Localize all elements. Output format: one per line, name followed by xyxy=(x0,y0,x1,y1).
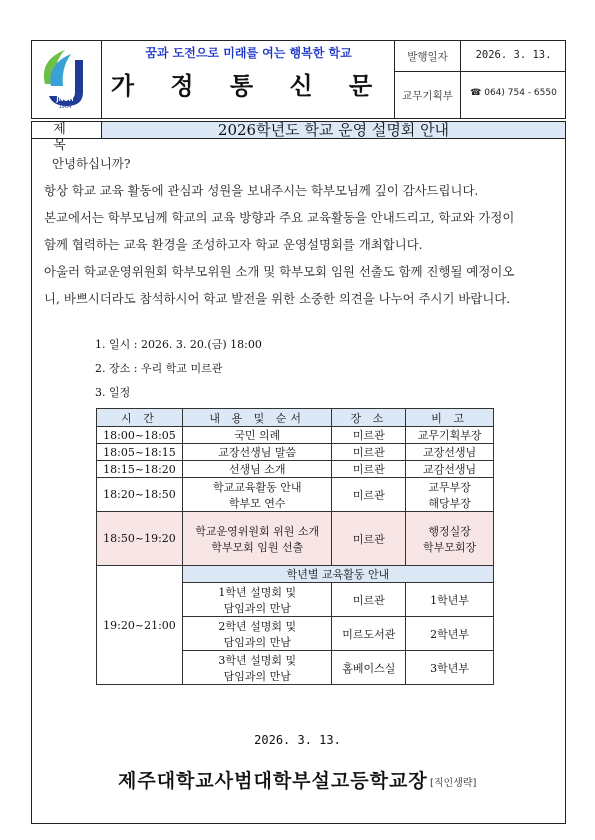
subject-label: 제 목 xyxy=(31,121,102,139)
cell-content: 교장선생님 말씀 xyxy=(182,444,332,461)
cell-place: 미르관 xyxy=(332,444,406,461)
grade-block-subheader: 학년별 교육활동 안내 xyxy=(182,566,493,583)
school-principal-name: 제주대학교사범대학부설고등학교장 xyxy=(118,770,428,792)
cell-place: 미르관 xyxy=(332,427,406,444)
paragraph-3-line-2: 니, 바쁘시더라도 참석하시어 학교 발전을 위한 소중한 의견을 나누어 주시기 바랍니다. xyxy=(44,291,511,306)
cell-place: 미르관 xyxy=(332,583,406,617)
paragraph-2-line-2: 함께 협력하는 교육 환경을 조성하고자 학교 운영설명회를 개최합니다. xyxy=(44,237,423,252)
cell-note: 교감선생님 xyxy=(406,461,494,478)
cell-note-line: 학부모회장 xyxy=(423,540,477,554)
school-slogan: 꿈과 도전으로 미래를 여는 행복한 학교 xyxy=(145,46,352,60)
cell-time: 18:00~18:05 xyxy=(97,427,183,444)
logo-year: 1964 xyxy=(58,104,72,110)
cell-content: 국민 의례 xyxy=(182,427,332,444)
cell-note: 교장선생님 xyxy=(406,444,494,461)
cell-content-line: 학부모 연수 xyxy=(228,496,286,510)
paragraph-2-line-1: 본교에서는 학부모님께 학교의 교육 방향과 주요 교육활동을 안내드리고, 학교와 가정이 xyxy=(44,210,515,225)
cell-content xyxy=(182,651,332,685)
paragraph-3-line-1: 아울러 학교운영위원회 학부모위원 소개 및 학부모회 임원 선출도 함께 진행될 예정이오 xyxy=(44,264,515,279)
greeting: 안녕하십니까? xyxy=(52,156,131,171)
item-datetime: 1. 일시 : 2026. 3. 20.(금) 18:00 xyxy=(95,338,262,351)
cell-content-line: 3학년 설명회 및 xyxy=(218,653,297,667)
column-header-time: 시 간 xyxy=(97,409,183,427)
cell-place: 미르관 xyxy=(332,461,406,478)
footer-date: 2026. 3. 13. xyxy=(254,733,341,747)
cell-content-line: 1학년 설명회 및 xyxy=(218,585,297,599)
cell-content: 선생님 소개 xyxy=(182,461,332,478)
table-subheader-row xyxy=(97,566,494,583)
cell-time: 18:05~18:15 xyxy=(97,444,183,461)
cell-place: 홈베이스실 xyxy=(332,651,406,685)
logo-text: JNUH xyxy=(56,96,74,103)
issue-date: 2026. 3. 13. xyxy=(475,49,552,61)
cell-content-line: 학교운영위원회 위원 소개 xyxy=(195,524,320,538)
cell-note xyxy=(406,512,494,566)
column-header-note: 비 고 xyxy=(406,409,494,427)
cell-content-line: 2학년 설명회 및 xyxy=(218,619,297,633)
logo-cell xyxy=(31,40,102,119)
cell-time: 18:20~18:50 xyxy=(97,478,183,512)
cell-note: 3학년부 xyxy=(406,651,494,685)
table-row xyxy=(97,444,494,461)
department-label: 교무기획부 xyxy=(402,90,453,102)
table-header-row xyxy=(97,409,494,427)
cell-time: 19:20~21:00 xyxy=(97,566,183,685)
cell-content-line: 담임과의 만남 xyxy=(223,669,291,683)
paragraph-1: 항상 학교 교육 활동에 관심과 성원을 보내주시는 학부모님께 깊이 감사드립니다. xyxy=(44,183,479,198)
schedule-table xyxy=(96,408,494,685)
table-row-highlight xyxy=(97,512,494,566)
cell-content-line: 학교교육활동 안내 xyxy=(212,480,302,494)
cell-note: 2학년부 xyxy=(406,617,494,651)
cell-content xyxy=(182,478,332,512)
cell-content xyxy=(182,583,332,617)
cell-content-line: 담임과의 만남 xyxy=(223,601,291,615)
issue-date-label: 발행일자 xyxy=(407,51,448,63)
table-row xyxy=(97,427,494,444)
cell-content xyxy=(182,512,332,566)
item-location: 2. 장소 : 우리 학교 미르관 xyxy=(95,362,223,375)
cell-content-line: 학부모회 임원 선출 xyxy=(211,540,304,554)
cell-place: 미르관 xyxy=(332,512,406,566)
cell-note: 1학년부 xyxy=(406,583,494,617)
cell-content-line: 담임과의 만남 xyxy=(223,635,291,649)
table-row xyxy=(97,461,494,478)
cell-note-line: 해당부장 xyxy=(428,496,471,510)
cell-note xyxy=(406,478,494,512)
cell-note: 교무기획부장 xyxy=(406,427,494,444)
cell-note-line: 행정실장 xyxy=(428,524,471,538)
cell-content xyxy=(182,617,332,651)
cell-note-line: 교무부장 xyxy=(428,480,471,494)
cell-place: 미르관 xyxy=(332,478,406,512)
column-header-place: 장 소 xyxy=(332,409,406,427)
svg-text:ⓔⓔ: ⓔⓔ xyxy=(55,90,68,97)
cell-time: 18:15~18:20 xyxy=(97,461,183,478)
subject-title: 2026학년도 학교 운영 설명회 안내 xyxy=(102,121,566,139)
column-header-content: 내 용 및 순서 xyxy=(182,409,332,427)
phone-number: ☎ 064) 754 - 6550 xyxy=(470,88,557,98)
table-row xyxy=(97,478,494,512)
item-schedule: 3. 일정 xyxy=(95,386,131,399)
seal-omitted-note: [직인생략] xyxy=(430,778,477,789)
cell-time: 18:50~19:20 xyxy=(97,512,183,566)
page-title: 가 정 통 신 문 xyxy=(110,72,387,100)
cell-place: 미르도서관 xyxy=(332,617,406,651)
